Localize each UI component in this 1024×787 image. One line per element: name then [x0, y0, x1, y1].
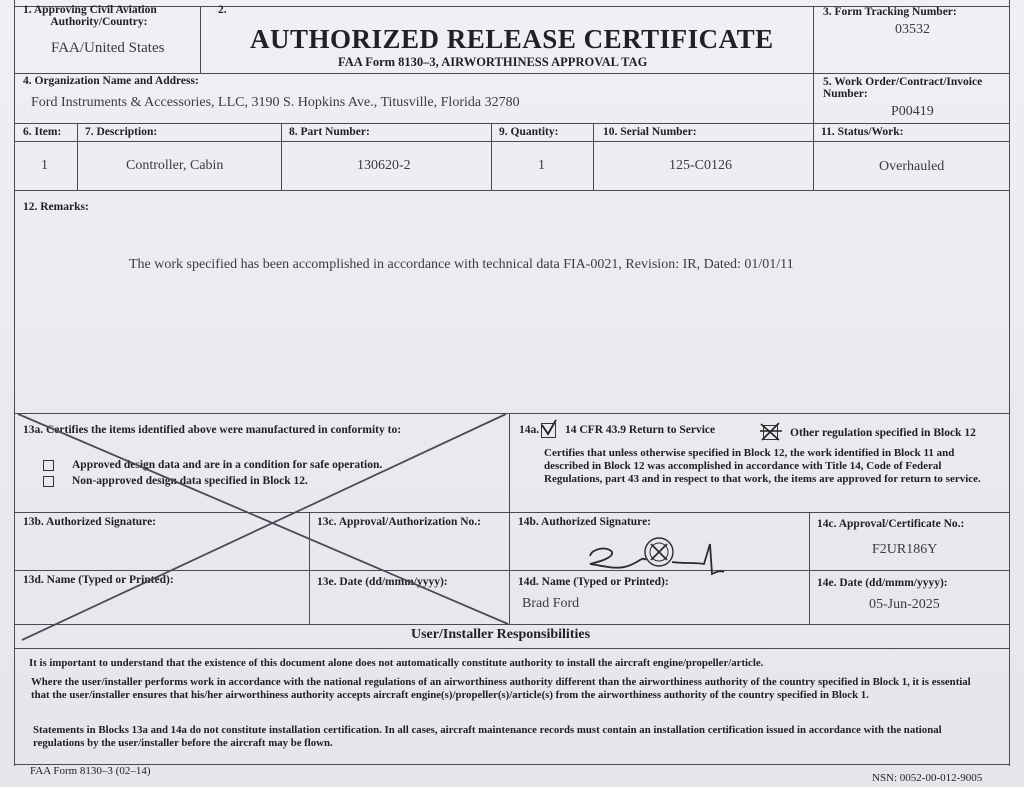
checkmark-icon — [542, 420, 556, 434]
responsibilities-paragraph-2: Where the user/installer performs work in accordance with the national regulations of an airworthiness authority different than the airworthiness authority of the country specified in Block 1, it is essential that the user/installer ensures that his/her airworthiness authority accepts aircraft engine(s)/propeller(s)/article(s) from the airworthiness authority of the country specified in Block 1. — [31, 676, 971, 701]
approval-certificate-number: F2UR186Y — [872, 542, 938, 557]
authorized-signature — [590, 538, 724, 574]
x-mark-icon — [760, 423, 782, 440]
printed-name: Brad Ford — [522, 596, 580, 611]
block12-label: 12. Remarks: — [23, 201, 89, 213]
block3-label: 3. Form Tracking Number: — [823, 6, 957, 18]
status-work-value: Overhauled — [879, 159, 945, 174]
part-number-value: 130620-2 — [357, 158, 411, 173]
status-work-header: 11. Status/Work: — [821, 126, 904, 138]
block14a-label: 14a. — [519, 424, 540, 436]
organization-name-address: Ford Instruments & Accessories, LLC, 3190 S. Hopkins Ave., Titusville, Florida 32780 — [31, 95, 520, 110]
block1-label: 1. Approving Civil Aviation Authority/Country: — [23, 4, 157, 28]
form-tracking-number: 03532 — [895, 22, 930, 37]
responsibilities-heading: User/Installer Responsibilities — [411, 627, 591, 642]
remarks-text: The work specified has been accomplished in accordance with technical data FIA-0021, Revision: IR, Dated: 01/01/11 — [129, 257, 794, 272]
block13e-label: 13e. Date (dd/mmm/yyyy): — [317, 576, 448, 588]
release-date: 05-Jun-2025 — [869, 597, 940, 612]
part-number-header: 8. Part Number: — [289, 126, 370, 138]
block4-label: 4. Organization Name and Address: — [23, 75, 199, 87]
block14b-label: 14b. Authorized Signature: — [518, 516, 652, 528]
crossout-line — [18, 414, 508, 624]
serial-number-value: 125-C0126 — [669, 158, 732, 173]
crossout-line — [22, 414, 506, 640]
block14e-label: 14e. Date (dd/mmm/yyyy): — [817, 577, 948, 589]
block13b-label: 13b. Authorized Signature: — [23, 516, 157, 528]
block13a-option-nonapproved: Non-approved design data specified in Block 12. — [43, 475, 308, 487]
serial-number-header: 10. Serial Number: — [603, 126, 697, 138]
form-subtitle: FAA Form 8130–3, AIRWORTHINESS APPROVAL TAG — [338, 55, 648, 69]
form-number-footer: FAA Form 8130–3 (02–14) — [30, 765, 151, 777]
block13c-label: 13c. Approval/Authorization No.: — [317, 516, 481, 528]
block1-value: FAA/United States — [51, 40, 165, 56]
responsibilities-paragraph-1: It is important to understand that the existence of this document alone does not automatically constitute authority to install the aircraft engine/propeller/article. — [29, 657, 764, 669]
work-order-number: P00419 — [891, 104, 934, 119]
block14a-option-other: Other regulation specified in Block 12 — [790, 427, 976, 439]
block2-label: 2. — [218, 4, 227, 16]
nsn-footer: NSN: 0052-00-012-9005 — [872, 772, 983, 784]
block13d-label: 13d. Name (Typed or Printed): — [23, 574, 174, 586]
item-value: 1 — [41, 158, 48, 173]
description-header: 7. Description: — [85, 126, 158, 138]
block14c-label: 14c. Approval/Certificate No.: — [817, 518, 965, 530]
description-value: Controller, Cabin — [126, 158, 224, 173]
block13a-label: 13a. Certifies the items identified above were manufactured in conformity to: — [23, 424, 402, 436]
responsibilities-paragraph-3: Statements in Blocks 13a and 14a do not constitute installation certification. In all cases, aircraft maintenance records must contain an installation certification issued in accordance with the national regulations by the user/installer before the aircraft may be flown. — [33, 724, 942, 749]
quantity-value: 1 — [538, 158, 545, 173]
block14d-label: 14d. Name (Typed or Printed): — [518, 576, 669, 588]
form-title: AUTHORIZED RELEASE CERTIFICATE — [250, 24, 774, 54]
item-header: 6. Item: — [23, 126, 62, 138]
block5-label: 5. Work Order/Contract/Invoice Number: — [823, 76, 983, 100]
block13a-option-approved: Approved design data and are in a condition for safe operation. — [43, 459, 382, 471]
block14a-option-cfr: 14 CFR 43.9 Return to Service — [565, 424, 716, 436]
block14a-certification-text: Certifies that unless otherwise specified in Block 12, the work identified in Block 11 and described in Block 12 was accomplished in accordance with Title 14, Code of Federal Regulations, part 43 and in respect to that work, the items are approved for return to service. — [544, 447, 981, 485]
quantity-header: 9. Quantity: — [499, 126, 559, 138]
